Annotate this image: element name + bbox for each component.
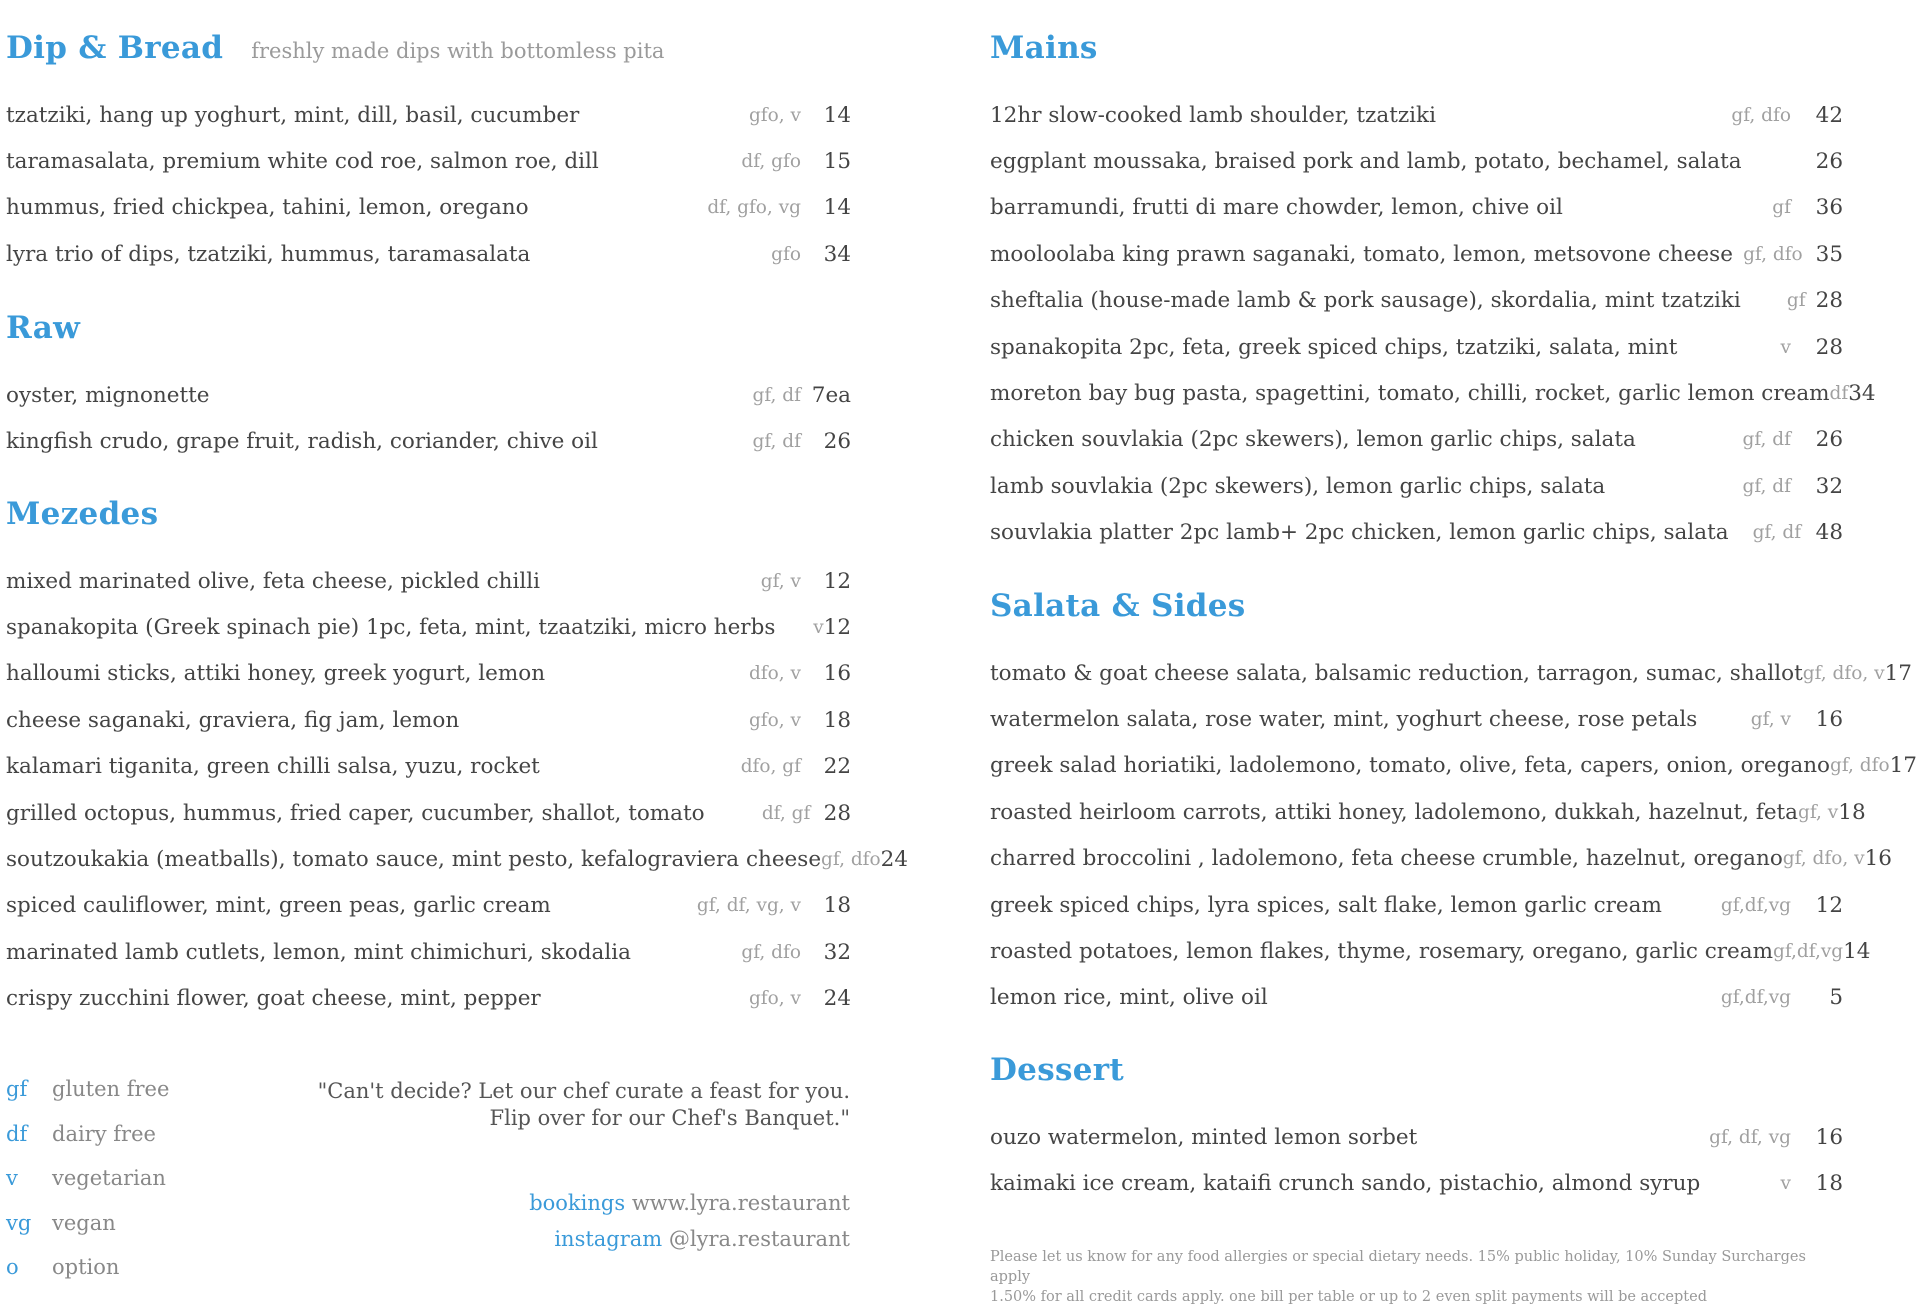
item-name: spanakopita 2pc, feta, greek spiced chips, tzatziki, salata, mint <box>990 334 1678 360</box>
legend-desc: vegetarian <box>52 1166 166 1191</box>
item-price: 24 <box>880 847 909 873</box>
dietary-legend <box>6 1067 169 1290</box>
menu-item <box>6 92 851 138</box>
menu-item <box>6 790 851 836</box>
item-name: moreton bay bug pasta, spagettini, tomato, chilli, rocket, garlic lemon cream <box>990 381 1830 407</box>
menu-item <box>990 1160 1843 1206</box>
item-price: 35 <box>1815 241 1843 267</box>
item-tags: df, gfo <box>741 151 801 173</box>
item-name: mooloolaba king prawn saganaki, tomato, lemon, metsovone cheese <box>990 241 1733 267</box>
item-name: kaimaki ice cream, kataifi crunch sando, pistachio, almond syrup <box>990 1171 1701 1197</box>
instagram-label: instagram <box>554 1227 663 1251</box>
section-mains <box>990 30 1876 556</box>
section-header <box>990 30 1843 92</box>
item-price: 28 <box>1815 288 1843 314</box>
item-tags: v <box>1780 336 1791 358</box>
item-price: 14 <box>823 195 851 221</box>
item-name: eggplant moussaka, braised pork and lamb, potato, bechamel, salata <box>990 149 1742 175</box>
item-name: taramasalata, premium white cod roe, salmon roe, dill <box>6 149 599 175</box>
menu-item <box>6 231 851 277</box>
item-name: tzatziki, hang up yoghurt, mint, dill, basil, cucumber <box>6 102 580 128</box>
item-tags: gf <box>1772 197 1791 219</box>
item-tags: gf <box>1786 290 1806 312</box>
item-price: 34 <box>823 241 851 267</box>
item-tags: gf, df <box>1742 475 1791 497</box>
section-title: Dessert <box>990 1052 1124 1088</box>
item-tags: gfo, v <box>748 709 801 731</box>
legend-item <box>6 1201 169 1246</box>
section-dip-bread <box>6 30 851 278</box>
item-price: 18 <box>823 893 851 919</box>
menu-item <box>990 231 1843 277</box>
item-price: 12 <box>823 568 851 594</box>
section-title: Salata & Sides <box>990 588 1246 624</box>
legend-code: df <box>6 1121 28 1146</box>
item-name: hummus, fried chickpea, tahini, lemon, oregano <box>6 195 529 221</box>
item-tags: gf, dfo <box>1830 755 1890 777</box>
menu-item <box>990 138 1843 184</box>
item-tags: df, gf <box>761 802 811 824</box>
item-tags: df <box>1829 383 1849 405</box>
menu-item <box>6 976 851 1022</box>
menu-item <box>990 789 1866 835</box>
item-name: greek spiced chips, lyra spices, salt flake, lemon garlic cream <box>990 892 1662 918</box>
item-price: 24 <box>823 986 851 1012</box>
item-tags: gf,df,vg <box>1773 941 1844 963</box>
item-tags: gf, v <box>760 570 801 592</box>
item-name: barramundi, frutti di mare chowder, lemon, chive oil <box>990 195 1563 221</box>
item-tags: gf, dfo <box>1743 243 1803 265</box>
section-raw <box>6 310 851 465</box>
item-tags: gf, v <box>1750 709 1791 731</box>
item-price: 15 <box>823 149 851 175</box>
item-name: charred broccolini , ladolemono, feta cheese crumble, hazelnut, oregano <box>990 846 1783 872</box>
menu-item <box>990 836 1892 882</box>
menu-item <box>6 929 851 975</box>
item-name: tomato & goat cheese salata, balsamic reduction, tarragon, sumac, shallot <box>990 660 1803 686</box>
menu-item <box>990 278 1843 324</box>
item-price: 18 <box>1838 799 1866 825</box>
item-tags: gfo, v <box>748 104 801 126</box>
menu-item <box>6 418 851 464</box>
section-title: Mezedes <box>6 496 159 532</box>
item-name: grilled octopus, hummus, fried caper, cucumber, shallot, tomato <box>6 800 705 826</box>
item-tags: gf, df <box>752 431 801 453</box>
section-mezedes <box>6 496 909 1022</box>
item-name: ouzo watermelon, minted lemon sorbet <box>990 1124 1418 1150</box>
item-price: 32 <box>1815 473 1843 499</box>
legend-desc: vegan <box>52 1210 116 1235</box>
section-header <box>990 1052 1843 1114</box>
item-name: watermelon salata, rose water, mint, yoghurt cheese, rose petals <box>990 707 1698 733</box>
item-price: 16 <box>1815 707 1843 733</box>
item-name: lamb souvlakia (2pc skewers), lemon garlic chips, salata <box>990 473 1606 499</box>
legend-item <box>6 1112 169 1157</box>
menu-item <box>990 882 1843 928</box>
item-name: spiced cauliflower, mint, green peas, garlic cream <box>6 893 551 919</box>
item-tags: v <box>813 617 824 639</box>
menu-item <box>990 743 1917 789</box>
item-name: roasted potatoes, lemon flakes, thyme, rosemary, oregano, garlic cream <box>990 939 1773 965</box>
item-name: lyra trio of dips, tzatziki, hummus, taramasalata <box>6 241 531 267</box>
item-name: kalamari tiganita, green chilli salsa, yuzu, rocket <box>6 754 540 780</box>
item-tags: gf, dfo <box>821 849 881 871</box>
surcharge-footnote <box>990 1247 1830 1307</box>
item-price: 5 <box>1829 985 1843 1011</box>
item-tags: gf,df,vg <box>1720 987 1791 1009</box>
item-name: oyster, mignonette <box>6 382 210 408</box>
item-tags: dfo, v <box>748 663 801 685</box>
item-name: kingfish crudo, grape fruit, radish, coriander, chive oil <box>6 429 598 455</box>
menu-item <box>990 92 1843 138</box>
item-tags: gf, dfo <box>741 941 801 963</box>
footnote-line: 1.50% for all credit cards apply. one bill per table or up to 2 even split payments will be accepted <box>990 1289 1707 1305</box>
menu-item <box>6 744 851 790</box>
item-price: 22 <box>823 754 851 780</box>
menu-item <box>6 138 851 184</box>
item-name: chicken souvlakia (2pc skewers), lemon garlic chips, salata <box>990 427 1636 453</box>
menu-item <box>990 324 1843 370</box>
legend-code: gf <box>6 1077 28 1102</box>
item-price: 12 <box>1815 892 1843 918</box>
menu-item <box>990 370 1876 416</box>
legend-code: o <box>6 1255 19 1280</box>
menu-item <box>6 185 851 231</box>
menu-item <box>6 604 851 650</box>
item-tags: gf, dfo, v <box>1782 848 1865 870</box>
menu-item <box>990 1114 1843 1160</box>
item-name: spanakopita (Greek spinach pie) 1pc, feta, mint, tzaatziki, micro herbs <box>6 615 776 641</box>
menu-item <box>990 650 1912 696</box>
item-name: 12hr slow-cooked lamb shoulder, tzatziki <box>990 102 1436 128</box>
section-header <box>6 496 851 558</box>
item-price: 16 <box>1864 846 1892 872</box>
item-price: 16 <box>1815 1124 1843 1150</box>
menu-item <box>6 651 851 697</box>
item-name: mixed marinated olive, feta cheese, pickled chilli <box>6 568 540 594</box>
item-price: 26 <box>1815 149 1843 175</box>
item-tags: gf, df, vg <box>1709 1126 1791 1148</box>
item-price: 26 <box>1815 427 1843 453</box>
item-price: 34 <box>1848 381 1876 407</box>
item-price: 36 <box>1815 195 1843 221</box>
menu-item <box>990 975 1843 1021</box>
section-subtitle: freshly made dips with bottomless pita <box>251 39 665 63</box>
bookings-label: bookings <box>529 1191 626 1215</box>
item-tags: gf, dfo, v <box>1802 662 1885 684</box>
item-price: 42 <box>1815 102 1843 128</box>
chef-banquet-promo <box>318 1078 850 1132</box>
footnote-line: Please let us know for any food allergies or special dietary needs. 15% public holiday, 10% Sunday Surcharges apply <box>990 1249 1806 1285</box>
item-price: 17 <box>1889 753 1917 779</box>
legend-item <box>6 1245 169 1290</box>
item-name: roasted heirloom carrots, attiki honey, ladolemono, dukkah, hazelnut, feta <box>990 799 1799 825</box>
item-name: soutzoukakia (meatballs), tomato sauce, mint pesto, kefalograviera cheese <box>6 847 822 873</box>
item-name: halloumi sticks, attiki honey, greek yogurt, lemon <box>6 661 546 687</box>
item-tags: gf, df, vg, v <box>696 895 801 917</box>
item-price: 18 <box>1815 1171 1843 1197</box>
item-price: 14 <box>1843 939 1871 965</box>
item-tags: gf, df <box>752 384 801 406</box>
item-tags: gfo, v <box>748 988 801 1010</box>
item-tags: gf, df <box>1752 522 1802 544</box>
section-salata-sides <box>990 588 1917 1021</box>
legend-desc: option <box>52 1255 120 1280</box>
item-name: cheese saganaki, graviera, fig jam, lemon <box>6 707 460 733</box>
item-price: 17 <box>1884 660 1912 686</box>
item-price: 7ea <box>811 382 851 408</box>
item-name: lemon rice, mint, olive oil <box>990 985 1268 1011</box>
item-price: 26 <box>823 429 851 455</box>
section-title: Raw <box>6 310 81 346</box>
item-name: souvlakia platter 2pc lamb+ 2pc chicken, lemon garlic chips, salata <box>990 520 1729 546</box>
item-tags: gfo <box>771 243 801 265</box>
menu-item <box>6 558 851 604</box>
bookings-line <box>529 1185 850 1221</box>
item-tags: df, gfo, vg <box>707 197 801 219</box>
section-header <box>6 310 851 372</box>
item-price: 28 <box>1815 334 1843 360</box>
item-tags: gf, v <box>1798 801 1839 823</box>
item-price: 16 <box>823 661 851 687</box>
item-tags: v <box>1780 1173 1791 1195</box>
section-header <box>6 30 851 92</box>
legend-item <box>6 1156 169 1201</box>
promo-line: Flip over for our Chef's Banquet." <box>489 1106 850 1130</box>
item-tags: gf, dfo <box>1731 104 1791 126</box>
section-title: Mains <box>990 30 1098 66</box>
item-tags: gf, df <box>1742 429 1791 451</box>
item-name: crispy zucchini flower, goat cheese, mint, pepper <box>6 986 541 1012</box>
bookings-link[interactable]: www.lyra.restaurant <box>631 1191 850 1215</box>
menu-item <box>990 928 1871 974</box>
menu-item <box>6 372 851 418</box>
menu-item <box>990 696 1843 742</box>
section-title: Dip & Bread <box>6 30 224 66</box>
item-tags: dfo, gf <box>740 756 801 778</box>
legend-item <box>6 1067 169 1112</box>
menu-item <box>990 417 1843 463</box>
item-price: 32 <box>823 939 851 965</box>
legend-code: vg <box>6 1210 32 1235</box>
menu-item <box>990 185 1843 231</box>
section-dessert <box>990 1052 1843 1207</box>
item-price: 14 <box>823 102 851 128</box>
item-price: 12 <box>823 615 851 641</box>
contact-info <box>529 1185 850 1257</box>
promo-line: "Can't decide? Let our chef curate a feast for you. <box>317 1079 850 1103</box>
section-header <box>990 588 1843 650</box>
legend-desc: dairy free <box>52 1121 156 1146</box>
menu-item <box>990 463 1843 509</box>
legend-desc: gluten free <box>52 1077 170 1102</box>
legend-code: v <box>6 1166 18 1191</box>
instagram-line <box>529 1221 850 1257</box>
item-price: 18 <box>823 707 851 733</box>
item-price: 28 <box>823 800 851 826</box>
menu-item <box>6 883 851 929</box>
item-name: marinated lamb cutlets, lemon, mint chimichuri, skodalia <box>6 939 631 965</box>
instagram-handle[interactable]: @lyra.restaurant <box>668 1227 850 1251</box>
menu-item <box>6 836 909 882</box>
item-name: sheftalia (house-made lamb & pork sausage), skordalia, mint tzatziki <box>990 288 1741 314</box>
menu-item <box>6 697 851 743</box>
item-tags: gf,df,vg <box>1720 894 1791 916</box>
menu-item <box>990 510 1843 556</box>
item-name: greek salad horiatiki, ladolemono, tomato, olive, feta, capers, onion, oregano <box>990 753 1830 779</box>
item-price: 48 <box>1815 520 1843 546</box>
